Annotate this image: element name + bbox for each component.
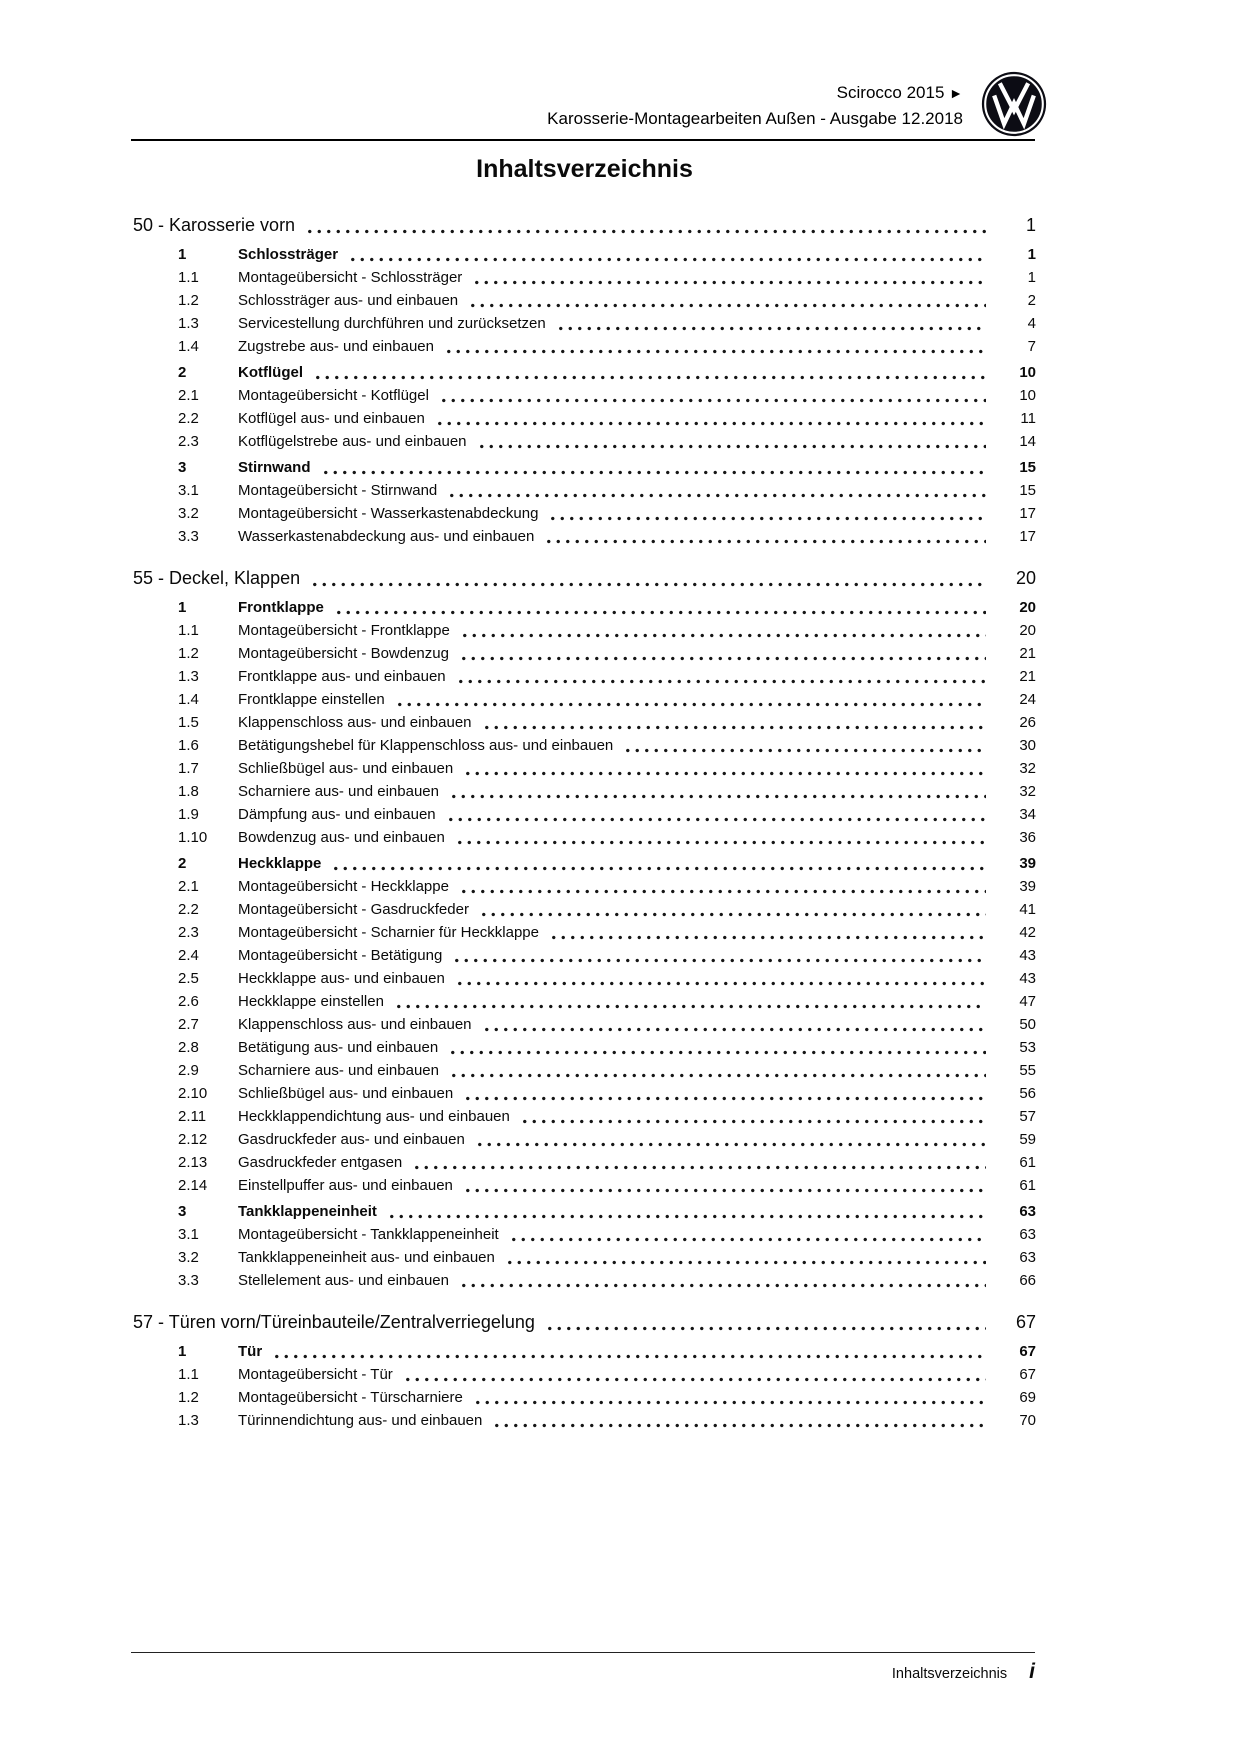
entry-page-number: 43	[1019, 970, 1036, 987]
entry-page-number: 63	[1019, 1226, 1036, 1243]
dot-leader	[395, 688, 986, 711]
dot-leader	[331, 852, 986, 875]
page-content	[133, 152, 1036, 1432]
entry-label: Tür	[238, 1343, 263, 1360]
entry-label: Einstellpuffer aus- und einbauen	[238, 1177, 453, 1194]
toc-entry[interactable]	[133, 243, 1036, 266]
entry-label: Montageübersicht - Wasserkastenabdeckung	[238, 505, 539, 522]
entry-number: 3	[178, 1203, 187, 1220]
dot-leader	[452, 944, 986, 967]
toc-entry[interactable]	[133, 921, 1036, 944]
footer-page-number: i	[1029, 1660, 1035, 1683]
toc-entry[interactable]	[133, 990, 1036, 1013]
toc-entry[interactable]	[133, 335, 1036, 358]
entry-number: 2	[178, 855, 187, 872]
entry-page-number: 42	[1019, 924, 1036, 941]
entry-label: Zugstrebe aus- und einbauen	[238, 338, 434, 355]
dot-leader	[455, 967, 986, 990]
entry-label: Heckklappe	[238, 855, 322, 872]
dot-leader	[448, 1036, 986, 1059]
entry-label: Montageübersicht - Tankklappeneinheit	[238, 1226, 499, 1243]
toc-entry[interactable]	[133, 502, 1036, 525]
entry-page-number: 39	[1019, 855, 1036, 872]
toc-entry[interactable]	[133, 1246, 1036, 1269]
toc-entry[interactable]	[133, 734, 1036, 757]
toc-entry[interactable]	[133, 1174, 1036, 1197]
section-entries	[133, 243, 1036, 548]
dot-leader	[475, 1128, 986, 1151]
dot-leader	[463, 1082, 986, 1105]
toc-entry[interactable]	[133, 619, 1036, 642]
toc-entry[interactable]	[133, 312, 1036, 335]
toc-entry[interactable]	[133, 1128, 1036, 1151]
entry-page-number: 61	[1019, 1177, 1036, 1194]
dot-leader	[455, 826, 986, 849]
dot-leader	[459, 875, 986, 898]
toc-entry[interactable]	[133, 479, 1036, 502]
toc-entry[interactable]	[133, 1082, 1036, 1105]
entry-label: Tankklappeneinheit aus- und einbauen	[238, 1249, 495, 1266]
toc-entry[interactable]	[133, 525, 1036, 548]
header-divider	[131, 139, 1035, 141]
entry-number: 1.4	[178, 691, 199, 708]
footer-label: Inhaltsverzeichnis	[891, 1666, 1008, 1682]
entry-page-number: 17	[1019, 528, 1036, 545]
toc-entry[interactable]	[133, 1013, 1036, 1036]
entry-number: 2.14	[178, 1177, 208, 1194]
entry-page-number: 56	[1019, 1085, 1036, 1102]
entry-label: Stellelement aus- und einbauen	[238, 1272, 449, 1289]
entry-number: 2.10	[178, 1085, 208, 1102]
entry-page-number: 55	[1019, 1062, 1036, 1079]
entry-label: Kotflügelstrebe aus- und einbauen	[238, 433, 467, 450]
toc-entry[interactable]	[133, 1151, 1036, 1174]
entry-number: 1.1	[178, 269, 199, 286]
entry-number: 2.2	[178, 901, 199, 918]
toc-entry[interactable]	[133, 1409, 1036, 1432]
section-page-number: 20	[1015, 568, 1036, 588]
toc-entry[interactable]	[133, 1363, 1036, 1386]
section-label: 50 - Karosserie vorn	[133, 215, 296, 235]
dot-leader	[444, 335, 986, 358]
entry-label: Schließbügel aus- und einbauen	[238, 760, 454, 777]
entry-number: 1.6	[178, 737, 199, 754]
toc-entry[interactable]	[133, 898, 1036, 921]
entry-page-number: 4	[1027, 315, 1036, 332]
entry-label: Kotflügel aus- und einbauen	[238, 410, 425, 427]
dot-leader	[548, 502, 986, 525]
toc-entry[interactable]	[133, 665, 1036, 688]
dot-leader	[459, 642, 986, 665]
entry-number: 1	[178, 246, 187, 263]
toc-entry[interactable]	[133, 967, 1036, 990]
entry-number: 3.2	[178, 505, 199, 522]
entry-number: 1.10	[178, 829, 208, 846]
toc-entry[interactable]	[133, 1386, 1036, 1409]
entry-page-number: 63	[1019, 1203, 1036, 1220]
toc-entry[interactable]	[133, 266, 1036, 289]
entry-page-number: 1	[1027, 269, 1036, 286]
dot-leader	[477, 430, 986, 453]
entry-page-number: 30	[1019, 737, 1036, 754]
section-label: 55 - Deckel, Klappen	[133, 568, 301, 588]
entry-number: 1	[178, 1343, 187, 1360]
entry-number: 1.2	[178, 645, 199, 662]
toc-section-header[interactable]	[133, 565, 1036, 591]
dot-leader	[334, 596, 986, 619]
entry-number: 2.6	[178, 993, 199, 1010]
toc-entry[interactable]	[133, 430, 1036, 453]
dot-leader	[449, 1059, 986, 1082]
entry-number: 2.1	[178, 878, 199, 895]
entry-page-number: 21	[1019, 668, 1036, 685]
entry-page-number: 57	[1019, 1108, 1036, 1125]
entry-label: Montageübersicht - Frontklappe	[238, 622, 450, 639]
entry-page-number: 11	[1020, 410, 1036, 427]
dot-leader	[549, 921, 986, 944]
entry-label: Stirnwand	[238, 459, 311, 476]
toc-entry[interactable]	[133, 757, 1036, 780]
entry-page-number: 63	[1019, 1249, 1036, 1266]
entry-label: Tankklappeneinheit	[238, 1203, 377, 1220]
dot-leader	[505, 1246, 986, 1269]
entry-label: Servicestellung durchführen und zurücksetzen	[238, 315, 546, 332]
entry-number: 3.3	[178, 1272, 199, 1289]
entry-number: 1.3	[178, 668, 199, 685]
dot-leader	[623, 734, 986, 757]
toc-section	[133, 1309, 1036, 1432]
entry-number: 3.1	[178, 482, 199, 499]
entry-label: Montageübersicht - Bowdenzug	[238, 645, 449, 662]
entry-page-number: 67	[1019, 1343, 1036, 1360]
entry-label: Klappenschloss aus- und einbauen	[238, 714, 472, 731]
dot-leader	[482, 711, 986, 734]
entry-page-number: 26	[1019, 714, 1036, 731]
entry-label: Schlossträger aus- und einbauen	[238, 292, 459, 309]
dot-leader	[479, 898, 986, 921]
entry-number: 1.3	[178, 1412, 199, 1429]
dot-leader	[321, 456, 986, 479]
entry-number: 3.2	[178, 1249, 199, 1266]
entry-label: Heckklappe aus- und einbauen	[238, 970, 445, 987]
section-page-number: 67	[1015, 1312, 1036, 1332]
entry-page-number: 10	[1019, 364, 1036, 381]
dot-leader	[468, 289, 986, 312]
entry-label: Bowdenzug aus- und einbauen	[238, 829, 445, 846]
entry-label: Betätigungshebel für Klappenschloss aus- und einbauen	[238, 737, 614, 754]
toc-entry[interactable]	[133, 780, 1036, 803]
entry-page-number: 47	[1019, 993, 1036, 1010]
toc-entry[interactable]	[133, 875, 1036, 898]
entry-number: 2.3	[178, 924, 199, 941]
document-title-line: Karosserie-Montagearbeiten Außen - Ausgabe 12.2018	[547, 109, 963, 128]
dot-leader	[482, 1013, 986, 1036]
entry-label: Betätigung aus- und einbauen	[238, 1039, 439, 1056]
dot-leader	[412, 1151, 986, 1174]
entry-page-number: 69	[1019, 1389, 1036, 1406]
footer-divider	[131, 1652, 1035, 1653]
entry-label: Wasserkastenabdeckung aus- und einbauen	[238, 528, 535, 545]
entry-label: Montageübersicht - Türscharniere	[238, 1389, 463, 1406]
toc-entry[interactable]	[133, 361, 1036, 384]
dot-leader	[272, 1340, 986, 1363]
toc-entry[interactable]	[133, 944, 1036, 967]
entry-number: 2.1	[178, 387, 199, 404]
dot-leader	[473, 1386, 986, 1409]
entry-page-number: 21	[1019, 645, 1036, 662]
section-label: 57 - Türen vorn/Türeinbauteile/Zentralverriegelung	[133, 1312, 535, 1332]
entry-page-number: 24	[1019, 691, 1036, 708]
dot-leader	[403, 1363, 986, 1386]
entry-number: 3	[178, 459, 187, 476]
entry-page-number: 67	[1019, 1366, 1036, 1383]
entry-page-number: 2	[1027, 292, 1036, 309]
entry-label: Montageübersicht - Stirnwand	[238, 482, 438, 499]
entry-page-number: 32	[1019, 783, 1036, 800]
toc-section-header[interactable]	[133, 212, 1036, 238]
entry-page-number: 7	[1027, 338, 1036, 355]
entry-number: 1.7	[178, 760, 199, 777]
dot-leader	[520, 1105, 986, 1128]
entry-page-number: 66	[1019, 1272, 1036, 1289]
toc-entry[interactable]	[133, 1200, 1036, 1223]
page-footer	[131, 1660, 1035, 1684]
toc-entry[interactable]	[133, 1223, 1036, 1246]
toc-entry[interactable]	[133, 852, 1036, 875]
section-entries	[133, 596, 1036, 1292]
entry-number: 1.2	[178, 292, 199, 309]
entry-label: Heckklappendichtung aus- und einbauen	[238, 1108, 510, 1125]
entry-label: Gasdruckfeder aus- und einbauen	[238, 1131, 465, 1148]
entry-number: 1.8	[178, 783, 199, 800]
toc-entry[interactable]	[133, 384, 1036, 407]
entry-page-number: 20	[1019, 599, 1036, 616]
entry-number: 1.5	[178, 714, 199, 731]
toc-section	[133, 565, 1036, 1292]
entry-number: 2.8	[178, 1039, 199, 1056]
dot-leader	[509, 1223, 986, 1246]
dot-leader	[544, 525, 986, 548]
entry-number: 2.5	[178, 970, 199, 987]
toc-entry[interactable]	[133, 289, 1036, 312]
toc-entry[interactable]	[133, 803, 1036, 826]
entry-page-number: 14	[1019, 433, 1036, 450]
entry-page-number: 10	[1019, 387, 1036, 404]
entry-label: Kotflügel	[238, 364, 303, 381]
toc-entry[interactable]	[133, 407, 1036, 430]
entry-label: Montageübersicht - Heckklappe	[238, 878, 449, 895]
entry-number: 2.9	[178, 1062, 199, 1079]
dot-leader	[305, 212, 986, 238]
entry-number: 2	[178, 364, 187, 381]
entry-label: Montageübersicht - Schlossträger	[238, 269, 463, 286]
entry-page-number: 61	[1019, 1154, 1036, 1171]
dot-leader	[435, 407, 986, 430]
dot-leader	[447, 479, 986, 502]
toc-entry[interactable]	[133, 642, 1036, 665]
entry-page-number: 43	[1019, 947, 1036, 964]
entry-label: Montageübersicht - Kotflügel	[238, 387, 429, 404]
toc-entry[interactable]	[133, 1059, 1036, 1082]
entry-number: 3.3	[178, 528, 199, 545]
vw-logo-icon	[980, 70, 1048, 138]
entry-label: Frontklappe aus- und einbauen	[238, 668, 446, 685]
toc-entry[interactable]	[133, 456, 1036, 479]
entry-page-number: 41	[1019, 901, 1036, 918]
entry-number: 3.1	[178, 1226, 199, 1243]
entry-label: Frontklappe einstellen	[238, 691, 385, 708]
toc-entry[interactable]	[133, 688, 1036, 711]
page-title: Inhaltsverzeichnis	[476, 155, 693, 183]
entry-number: 2.4	[178, 947, 199, 964]
entry-page-number: 15	[1019, 459, 1036, 476]
entry-label: Türinnendichtung aus- und einbauen	[238, 1412, 483, 1429]
entry-number: 1.9	[178, 806, 199, 823]
entry-number: 1	[178, 599, 187, 616]
entry-page-number: 34	[1019, 806, 1036, 823]
entry-page-number: 1	[1027, 246, 1036, 263]
dot-leader	[472, 266, 986, 289]
dot-leader	[459, 1269, 986, 1292]
pointer-icon: ►	[949, 85, 963, 101]
section-page-number: 1	[1025, 215, 1036, 235]
entry-number: 1.3	[178, 315, 199, 332]
dot-leader	[348, 243, 986, 266]
toc-section-header[interactable]	[133, 1309, 1036, 1335]
entry-page-number: 59	[1019, 1131, 1036, 1148]
entry-label: Montageübersicht - Betätigung	[238, 947, 443, 964]
dot-leader	[449, 780, 986, 803]
page-header	[547, 80, 963, 131]
entry-label: Klappenschloss aus- und einbauen	[238, 1016, 472, 1033]
dot-leader	[394, 990, 986, 1013]
table-of-contents	[133, 212, 1036, 1432]
entry-page-number: 70	[1019, 1412, 1036, 1429]
entry-page-number: 20	[1019, 622, 1036, 639]
entry-label: Gasdruckfeder entgasen	[238, 1154, 403, 1171]
dot-leader	[463, 757, 986, 780]
toc-section	[133, 212, 1036, 548]
entry-label: Schließbügel aus- und einbauen	[238, 1085, 454, 1102]
entry-label: Montageübersicht - Gasdruckfeder	[238, 901, 469, 918]
toc-entry[interactable]	[133, 1340, 1036, 1363]
entry-page-number: 50	[1019, 1016, 1036, 1033]
entry-number: 1.2	[178, 1389, 199, 1406]
entry-label: Schlossträger	[238, 246, 339, 263]
entry-number: 2.7	[178, 1016, 199, 1033]
dot-leader	[446, 803, 986, 826]
entry-page-number: 15	[1019, 482, 1036, 499]
entry-number: 2.13	[178, 1154, 208, 1171]
toc-entry[interactable]	[133, 826, 1036, 849]
entry-number: 2.11	[178, 1108, 207, 1125]
entry-number: 1.1	[178, 1366, 199, 1383]
section-entries	[133, 1340, 1036, 1432]
dot-leader	[492, 1409, 986, 1432]
dot-leader	[460, 619, 986, 642]
dot-leader	[310, 565, 986, 591]
entry-page-number: 53	[1019, 1039, 1036, 1056]
toc-entry[interactable]	[133, 1269, 1036, 1292]
dot-leader	[387, 1200, 986, 1223]
entry-label: Heckklappe einstellen	[238, 993, 384, 1010]
entry-label: Montageübersicht - Scharnier für Heckklappe	[238, 924, 539, 941]
entry-number: 2.12	[178, 1131, 208, 1148]
toc-entry[interactable]	[133, 711, 1036, 734]
toc-entry[interactable]	[133, 1036, 1036, 1059]
entry-label: Scharniere aus- und einbauen	[238, 1062, 439, 1079]
dot-leader	[556, 312, 986, 335]
entry-page-number: 32	[1019, 760, 1036, 777]
toc-entry[interactable]	[133, 1105, 1036, 1128]
entry-label: Frontklappe	[238, 599, 324, 616]
entry-page-number: 39	[1019, 878, 1036, 895]
model-line	[547, 80, 963, 106]
model-name: Scirocco 2015	[836, 83, 945, 102]
entry-number: 1.4	[178, 338, 199, 355]
dot-leader	[456, 665, 986, 688]
dot-leader	[439, 384, 986, 407]
entry-label: Montageübersicht - Tür	[238, 1366, 393, 1383]
entry-label: Scharniere aus- und einbauen	[238, 783, 439, 800]
entry-number: 2.2	[178, 410, 199, 427]
entry-number: 1.1	[178, 622, 199, 639]
entry-page-number: 17	[1019, 505, 1036, 522]
entry-page-number: 36	[1019, 829, 1036, 846]
dot-leader	[313, 361, 986, 384]
entry-label: Dämpfung aus- und einbauen	[238, 806, 436, 823]
entry-number: 2.3	[178, 433, 199, 450]
dot-leader	[545, 1309, 986, 1335]
toc-entry[interactable]	[133, 596, 1036, 619]
dot-leader	[463, 1174, 986, 1197]
